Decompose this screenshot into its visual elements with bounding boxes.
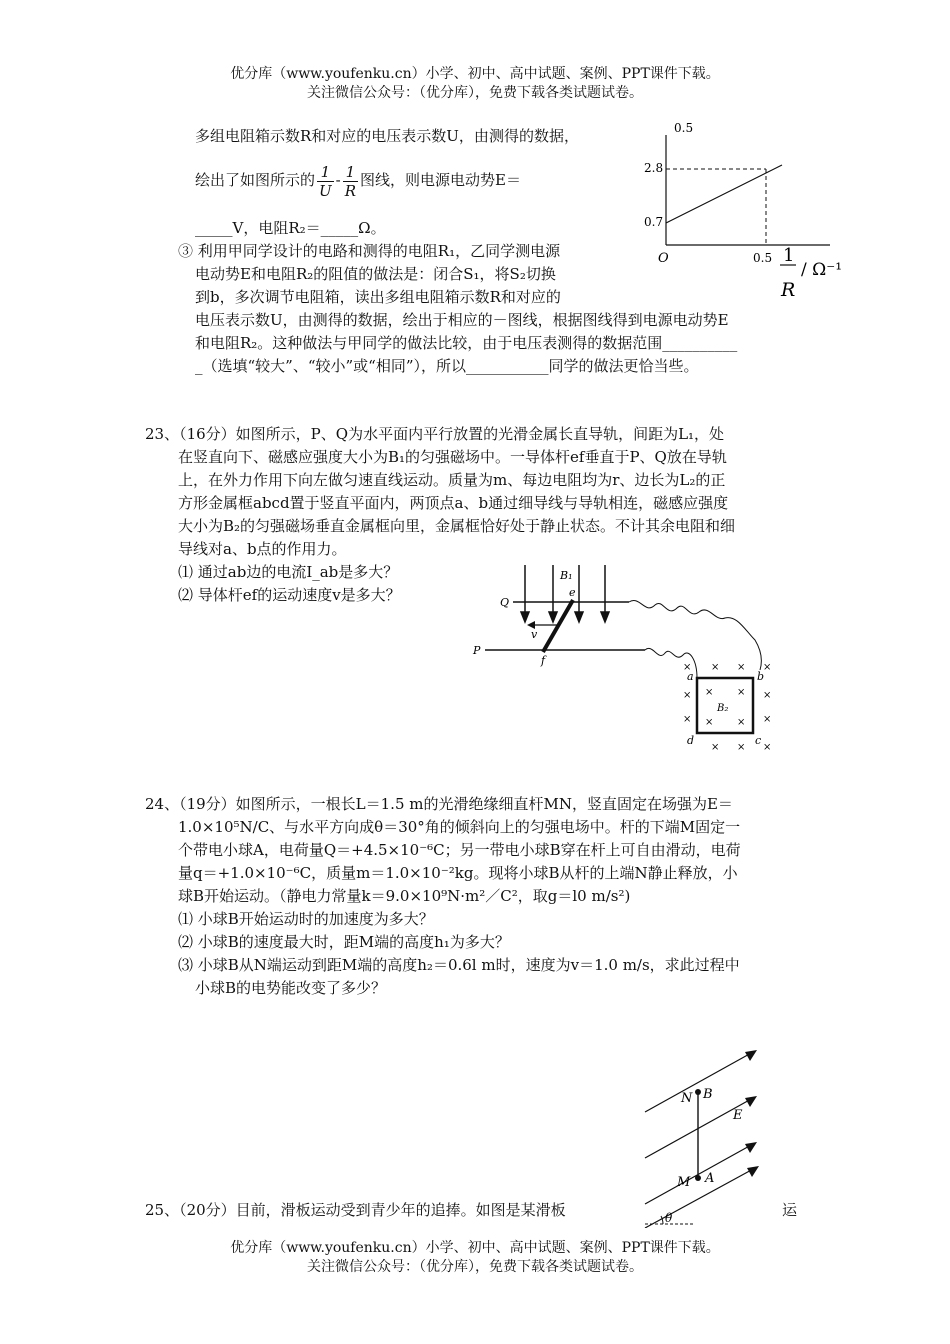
q23-figure — [465, 560, 785, 755]
graph-x-den-label: R — [781, 279, 796, 301]
q24-line8: ⑶ 小球B从N端运动到距M端的高度h₂＝0.6l m时，速度为v＝1.0 m/s，求此过程中 — [178, 956, 740, 974]
svg-text:×: × — [737, 687, 746, 698]
q23-line1: 23、（16分）如图所示，P、Q为水平面内平行放置的光滑金属长直导轨，间距为L₁，处 — [145, 425, 725, 443]
q23-line8: ⑵ 导体杆ef的运动速度v是多大？ — [178, 586, 401, 604]
q22-line2-post: 图线，则电源电动势E＝ — [360, 171, 521, 189]
rod-e-label: e — [569, 586, 576, 599]
svg-text:×: × — [683, 714, 692, 725]
q22-line4: ③ 利用甲同学设计的电路和测得的电阻R₁，乙同学测电源 — [178, 242, 561, 260]
svg-text:×: × — [711, 742, 720, 753]
angle-arc — [661, 1216, 663, 1224]
svg-text:×: × — [683, 662, 692, 673]
q22-line2 — [195, 158, 521, 202]
q23-line5: 大小为B₂的匀强磁场垂直金属框向里，金属框恰好处于静止状态。不计其余电阻和细 — [178, 517, 736, 535]
q22-line1: 多组电阻箱示数R和对应的电压表示数U，由测得的数据， — [195, 127, 579, 145]
label-a: A — [705, 1171, 715, 1186]
q24-line3: 个带电小球A，电荷量Q＝+4.5×10⁻⁶C；另一带电小球B穿在杆上可自由滑动，电荷 — [178, 841, 741, 859]
svg-text:×: × — [705, 717, 714, 728]
label-e: E — [733, 1108, 743, 1123]
graph-y-intercept-label: 0.7 — [644, 215, 664, 229]
q22-line7: 电压表示数U，由测得的数据，绘出于相应的－图线，根据图线得到电源电动势E — [195, 311, 729, 329]
corner-d-label: d — [687, 734, 695, 747]
svg-text:×: × — [711, 662, 720, 673]
minus-sign: - — [335, 171, 341, 189]
rod-f-label: f — [541, 654, 546, 667]
graph-data-line — [666, 165, 782, 223]
wire-to-b — [629, 600, 761, 670]
graph-x-unit-label: / Ω⁻¹ — [801, 260, 843, 280]
q24-line6: ⑴ 小球B开始运动时的加速度为多大？ — [178, 910, 434, 928]
label-m: M — [677, 1175, 691, 1190]
svg-text:×: × — [737, 742, 746, 753]
q25-line1: 25、（20分）目前，滑板运动受到青少年的追捧。如图是某滑板 — [145, 1201, 566, 1219]
svg-text:×: × — [763, 714, 772, 725]
q23-line6: 导线对a、b点的作用力。 — [178, 540, 347, 558]
q23-line3: 上，在外力作用下向左做匀速直线运动。质量为m、每边电阻均为r、边长为L₂的正 — [178, 471, 726, 489]
svg-text:×: × — [683, 690, 692, 701]
q23-line2: 在竖直向下、磁感应强度大小为B₁的匀强磁场中。一导体杆ef垂直于P、Q放在导轨 — [178, 448, 727, 466]
q24-line1: 24、（19分）如图所示，一根长L＝1.5 m的光滑绝缘细直杆MN，竖直固定在场强为E＝ — [145, 795, 733, 813]
label-theta: θ — [665, 1211, 673, 1225]
graph-y-top-label: 0.5 — [674, 121, 694, 135]
q23-line7: ⑴ 通过ab边的电流I_ab是多大？ — [178, 563, 399, 581]
svg-text:×: × — [737, 662, 746, 673]
q22-graph — [640, 115, 870, 305]
page-footer-line2: 关注微信公众号：（优分库），免费下载各类试题试卷。 — [307, 1259, 643, 1275]
graph-y-value-label: 2.8 — [644, 161, 664, 175]
electric-field-lines — [645, 1052, 755, 1228]
q24-line9: 小球B的电势能改变了多少？ — [195, 979, 387, 997]
q24-figure — [635, 1040, 775, 1228]
field-arrowheads — [745, 1050, 759, 1177]
graph-origin-label: O — [658, 251, 669, 266]
svg-text:×: × — [737, 717, 746, 728]
svg-text:×: × — [763, 742, 772, 753]
graph-x-value-label: 0.5 — [753, 251, 773, 265]
q22-line6: 到b，多次调节电阻箱，读出多组电阻箱示数R和对应的 — [195, 288, 561, 306]
rail-q-label: Q — [500, 596, 510, 609]
ball-a — [695, 1175, 701, 1181]
label-b: B — [703, 1087, 713, 1102]
q22-line2-pre: 绘出了如图所示的 — [195, 171, 316, 189]
q24-line4: 量q＝+1.0×10⁻⁶C，质量m＝1.0×10⁻²kg。现将小球B从杆的上端N静止释放，小 — [178, 864, 738, 882]
label-n: N — [681, 1091, 693, 1106]
graph-x-num-label: 1 — [783, 245, 795, 266]
q25-line1-end: 运 — [782, 1201, 798, 1219]
fraction-1-over-R: $\frac{1}{R}$ — [344, 162, 357, 200]
velocity-label: v — [531, 628, 538, 641]
q24-line2: 1.0×10⁵N/C、与水平方向成θ＝30°角的倾斜向上的匀强电场中。杆的下端M固定一 — [178, 818, 741, 836]
b2-label: B₂ — [717, 703, 729, 714]
page-header-line1: 优分库（www.youfenku.cn）小学、初中、高中试题、案例、PPT课件下载。 — [230, 66, 720, 82]
corner-b-label: b — [757, 670, 765, 683]
corner-a-label: a — [687, 670, 694, 683]
fraction-1-over-U: $\frac{1}{U}$ — [319, 162, 332, 200]
q22-line3: _____V，电阻R₂＝_____Ω。 — [195, 219, 386, 237]
svg-text:×: × — [705, 687, 714, 698]
q24-line7: ⑵ 小球B的速度最大时，距M端的高度h₁为多大？ — [178, 933, 510, 951]
svg-text:×: × — [763, 662, 772, 673]
q24-line5: 球B开始运动。（静电力常量k＝9.0×10⁹N·m²／C²，取g＝l0 m/s²) — [178, 887, 631, 905]
q23-line4: 方形金属框abcd置于竖直平面内，两顶点a、b通过细导线与导轨相连，磁感应强度 — [178, 494, 729, 512]
corner-c-label: c — [755, 734, 762, 747]
page-header-line2: 关注微信公众号：（优分库），免费下载各类试题试卷。 — [307, 85, 643, 101]
ball-b — [695, 1089, 701, 1095]
q22-line5: 电动势E和电阻R₂的阻值的做法是：闭合S₁，将S₂切换 — [195, 265, 556, 283]
svg-text:×: × — [763, 690, 772, 701]
page-footer-line1: 优分库（www.youfenku.cn）小学、初中、高中试题、案例、PPT课件下载。 — [230, 1240, 720, 1256]
q22-line9: _（选填“较大”、“较小”或“相同”），所以___________同学的做法更恰当些。 — [195, 357, 699, 375]
b1-label: B₁ — [560, 569, 573, 582]
q22-line8: 和电阻R₂。这种做法与甲同学的做法比较，由于电压表测得的数据范围__________ — [195, 334, 738, 352]
rail-p-label: P — [473, 644, 481, 657]
rod-ef — [543, 600, 573, 652]
